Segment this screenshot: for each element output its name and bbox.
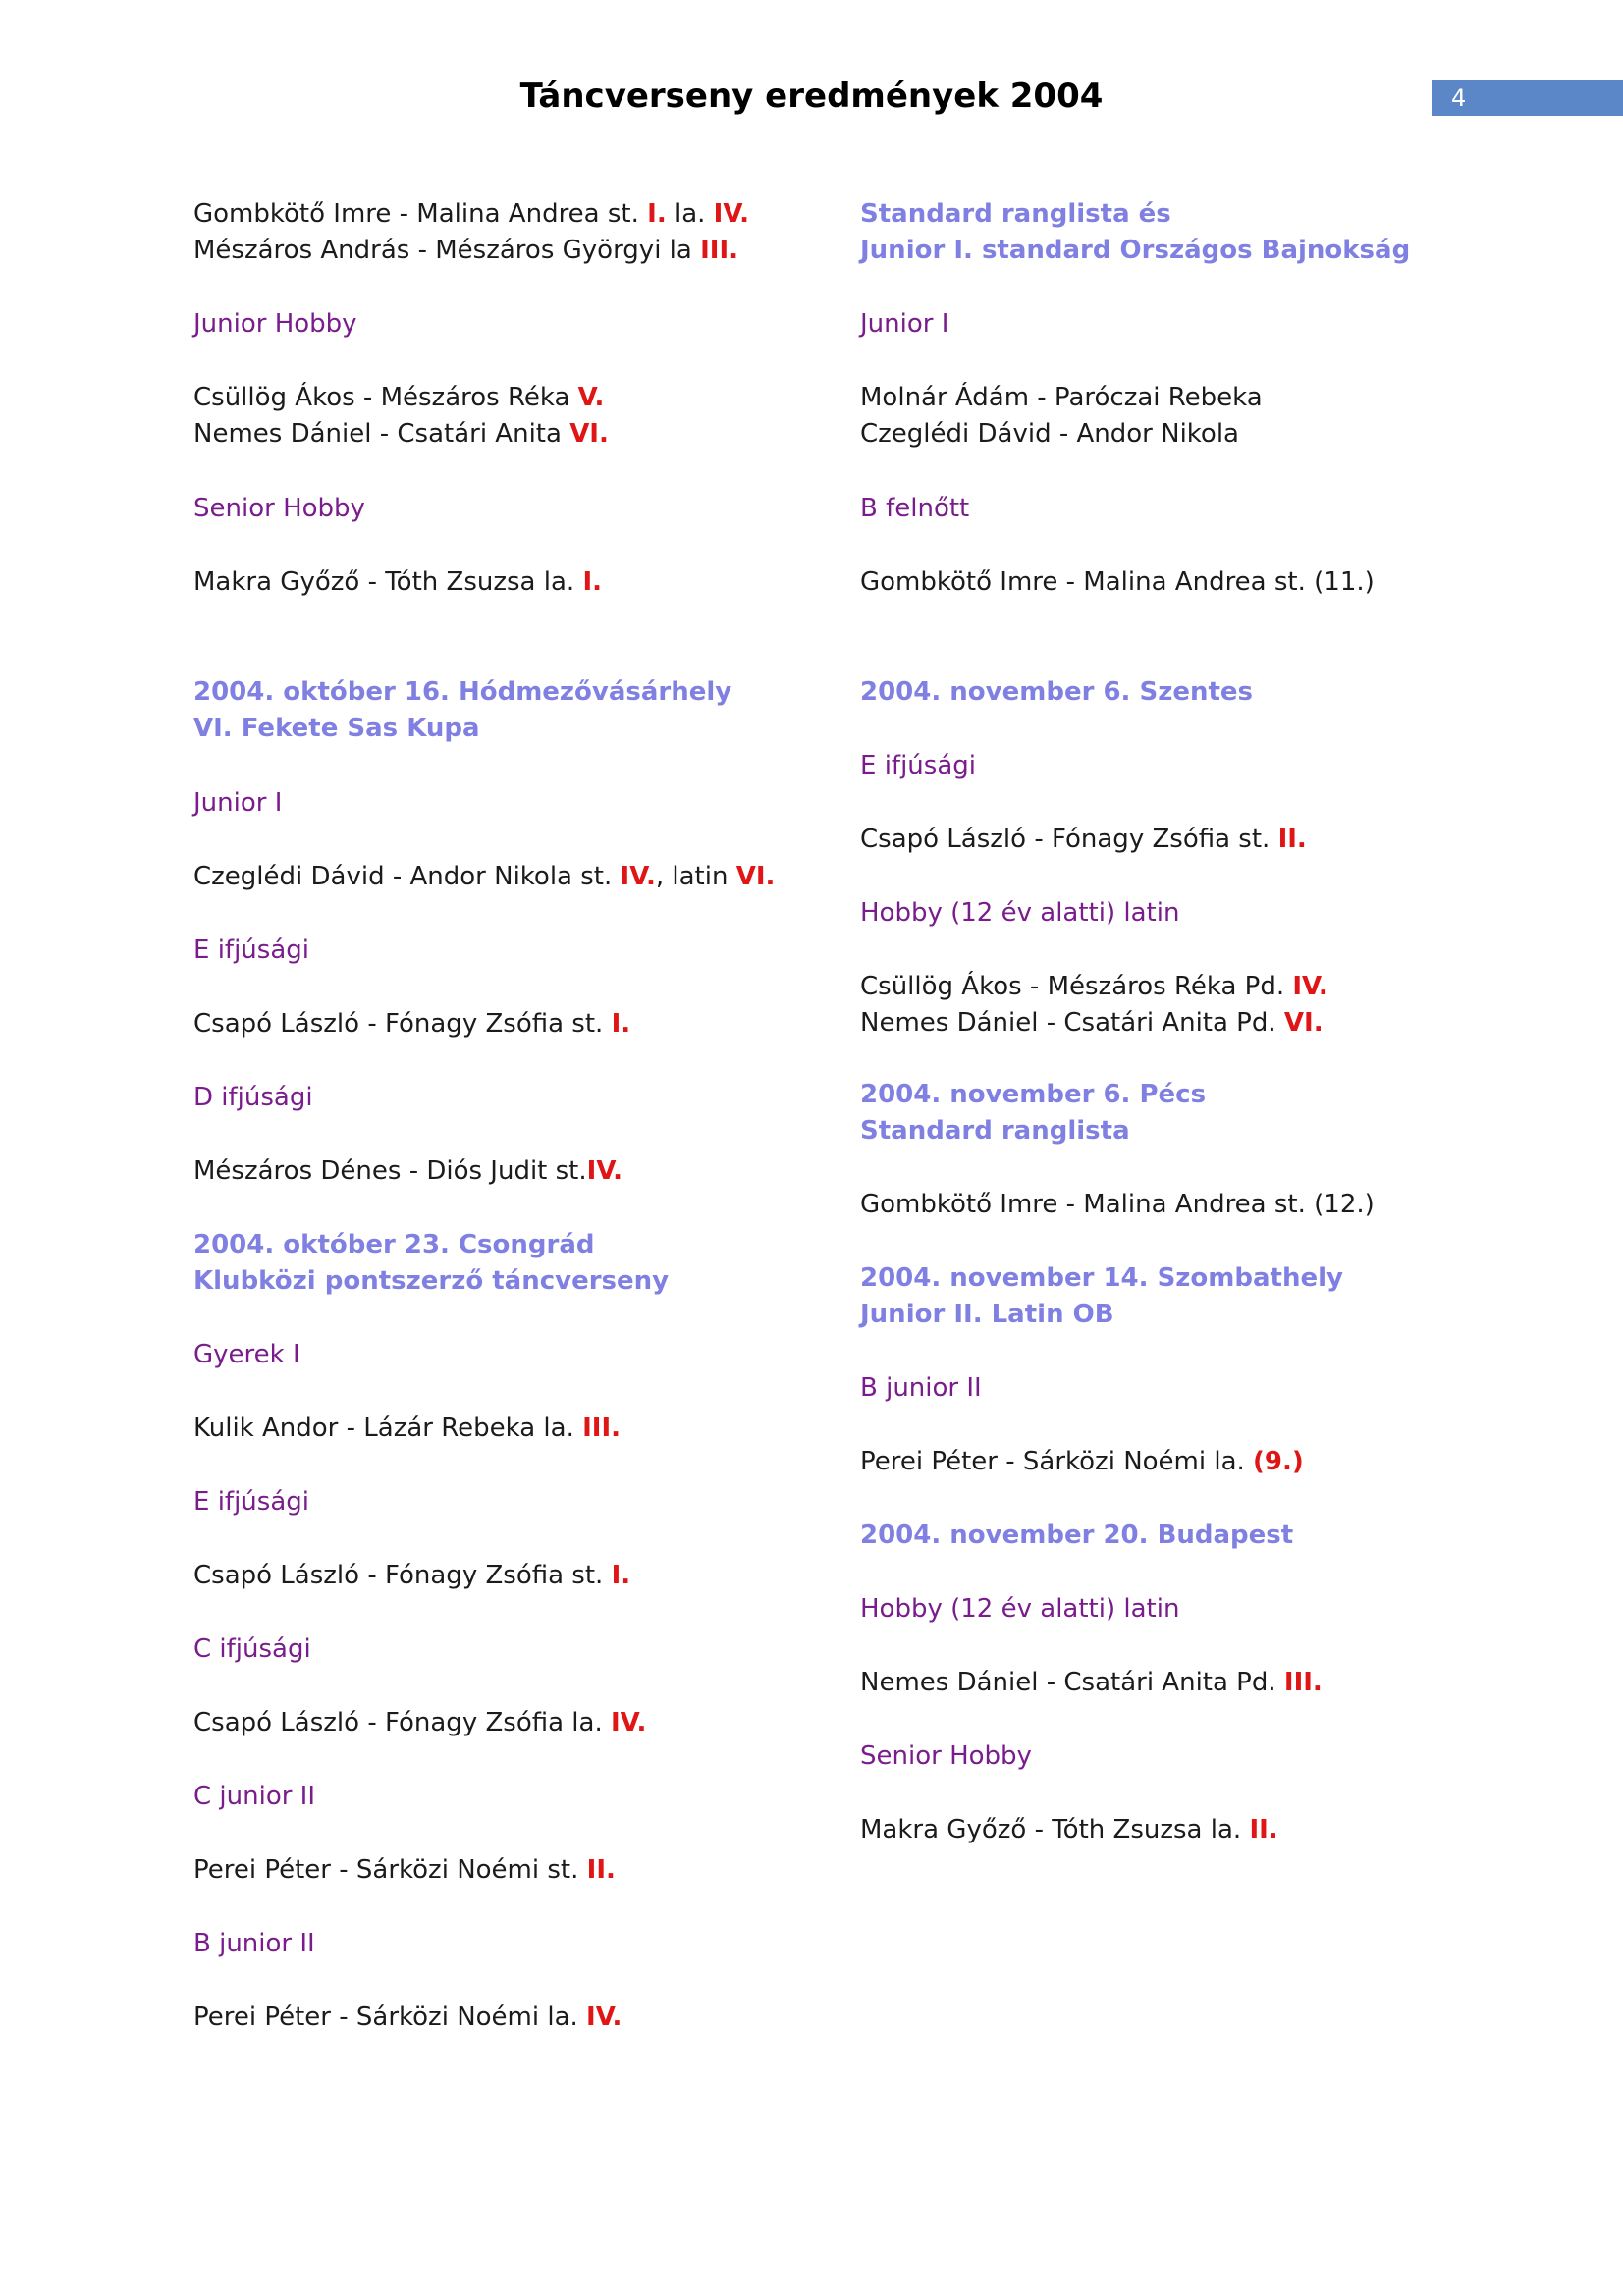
category-heading: Junior I [860, 309, 949, 339]
category-heading: D ifjúsági [193, 1083, 313, 1112]
category-heading: E ifjúsági [860, 751, 976, 780]
result-line [193, 380, 604, 417]
result-line [193, 1852, 616, 1890]
event-heading: 2004. október 16. Hódmezővásárhely [193, 677, 732, 707]
result-detail: la. [666, 199, 714, 229]
page-number-badge: 4 [1432, 80, 1623, 116]
result-line [860, 1005, 1324, 1042]
placement: III. [1283, 1668, 1323, 1697]
couple-name: Czeglédi Dávid - Andor Nikola st. [193, 862, 621, 891]
page-title: Táncverseny eredmények 2004 [519, 77, 1104, 116]
result-line [860, 564, 1375, 602]
couple-name: Csapó László - Fónagy Zsófia st. [193, 1561, 612, 1590]
result-line [193, 1558, 630, 1595]
event-heading: Junior II. Latin OB [860, 1300, 1114, 1329]
category-heading: Senior Hobby [860, 1741, 1032, 1771]
category-heading: Junior I [193, 788, 283, 818]
category-heading: Hobby (12 év alatti) latin [860, 1594, 1180, 1624]
category-heading: Gyerek I [193, 1340, 300, 1369]
couple-name: Gombkötő Imre - Malina Andrea st. [193, 199, 648, 229]
result-line [193, 564, 602, 602]
result-line [193, 233, 738, 270]
result-line [193, 859, 775, 896]
couple-name: Csapó László - Fónagy Zsófia la. [193, 1708, 611, 1737]
result-line [193, 196, 749, 234]
category-heading: B junior II [860, 1373, 982, 1403]
result-line [193, 1411, 621, 1448]
placement: III. [582, 1414, 622, 1443]
result-line [860, 822, 1307, 859]
placement: I. [582, 567, 602, 597]
result-line [860, 416, 1239, 454]
event-heading: Standard ranglista és [860, 199, 1171, 229]
event-heading: Junior I. standard Országos Bajnokság [860, 236, 1411, 265]
couple-name: Czeglédi Dávid - Andor Nikola [860, 419, 1239, 449]
result-line [193, 1153, 622, 1191]
placement: IV. [620, 862, 656, 891]
result-line [193, 2000, 622, 2037]
couple-name: Csüllög Ákos - Mészáros Réka Pd. [860, 972, 1293, 1001]
couple-name: Csapó László - Fónagy Zsófia st. [860, 825, 1278, 854]
event-heading: 2004. november 20. Budapest [860, 1521, 1294, 1550]
placement: III. [700, 236, 739, 265]
couple-name: Mészáros Dénes - Diós Judit st. [193, 1156, 587, 1186]
category-heading: Senior Hobby [193, 494, 365, 523]
category-heading: Junior Hobby [193, 309, 357, 339]
placement: I. [647, 199, 667, 229]
result-line [193, 1705, 646, 1742]
couple-name: Makra Győző - Tóth Zsuzsa la. [860, 1815, 1250, 1844]
placement: VI. [569, 419, 609, 449]
event-heading: 2004. november 6. Szentes [860, 677, 1254, 707]
placement: IV. [713, 199, 749, 229]
placement: VI. [735, 862, 776, 891]
result-line [860, 1187, 1375, 1224]
placement: II. [1249, 1815, 1278, 1844]
couple-name: Nemes Dániel - Csatári Anita Pd. [860, 1668, 1284, 1697]
category-heading: E ifjúsági [193, 935, 309, 965]
category-heading: C junior II [193, 1782, 316, 1811]
placement: II. [1277, 825, 1307, 854]
placement: VI. [1283, 1008, 1324, 1038]
couple-name: Gombkötő Imre - Malina Andrea st. (11.) [860, 567, 1375, 597]
couple-name: Gombkötő Imre - Malina Andrea st. (12.) [860, 1190, 1375, 1219]
placement: I. [611, 1009, 631, 1039]
placement: IV. [1292, 972, 1328, 1001]
couple-name: Kulik Andor - Lázár Rebeka la. [193, 1414, 583, 1443]
couple-name: Csapó László - Fónagy Zsófia st. [193, 1009, 612, 1039]
event-heading: 2004. november 14. Szombathely [860, 1263, 1343, 1293]
result-line [860, 1665, 1323, 1702]
placement: IV. [611, 1708, 647, 1737]
result-line [860, 1444, 1304, 1481]
couple-name: Perei Péter - Sárközi Noémi st. [193, 1855, 587, 1885]
placement: IV. [586, 2002, 622, 2032]
couple-name: Molnár Ádám - Paróczai Rebeka [860, 383, 1263, 412]
placement: IV. [586, 1156, 622, 1186]
couple-name: Mészáros András - Mészáros Györgyi la [193, 236, 701, 265]
couple-name: Perei Péter - Sárközi Noémi la. [860, 1447, 1254, 1476]
result-detail: , latin [655, 862, 736, 891]
category-heading: E ifjúsági [193, 1487, 309, 1517]
event-heading: Standard ranglista [860, 1116, 1130, 1146]
placement: V. [577, 383, 605, 412]
result-line [860, 969, 1328, 1006]
placement: II. [586, 1855, 616, 1885]
placement: I. [611, 1561, 631, 1590]
category-heading: B junior II [193, 1929, 315, 1958]
couple-name: Perei Péter - Sárközi Noémi la. [193, 2002, 587, 2032]
placement: (9.) [1253, 1447, 1304, 1476]
event-heading: VI. Fekete Sas Kupa [193, 714, 480, 743]
category-heading: Hobby (12 év alatti) latin [860, 898, 1180, 928]
result-line [193, 416, 609, 454]
event-heading: 2004. október 23. Csongrád [193, 1230, 595, 1259]
couple-name: Nemes Dániel - Csatári Anita Pd. [860, 1008, 1284, 1038]
result-line [193, 1006, 630, 1043]
event-heading: 2004. november 6. Pécs [860, 1080, 1207, 1109]
result-line [860, 380, 1263, 417]
couple-name: Nemes Dániel - Csatári Anita [193, 419, 570, 449]
couple-name: Csüllög Ákos - Mészáros Réka [193, 383, 578, 412]
event-heading: Klubközi pontszerző táncverseny [193, 1266, 670, 1296]
category-heading: B felnőtt [860, 494, 970, 523]
couple-name: Makra Győző - Tóth Zsuzsa la. [193, 567, 583, 597]
result-line [860, 1812, 1278, 1849]
category-heading: C ifjúsági [193, 1634, 311, 1664]
